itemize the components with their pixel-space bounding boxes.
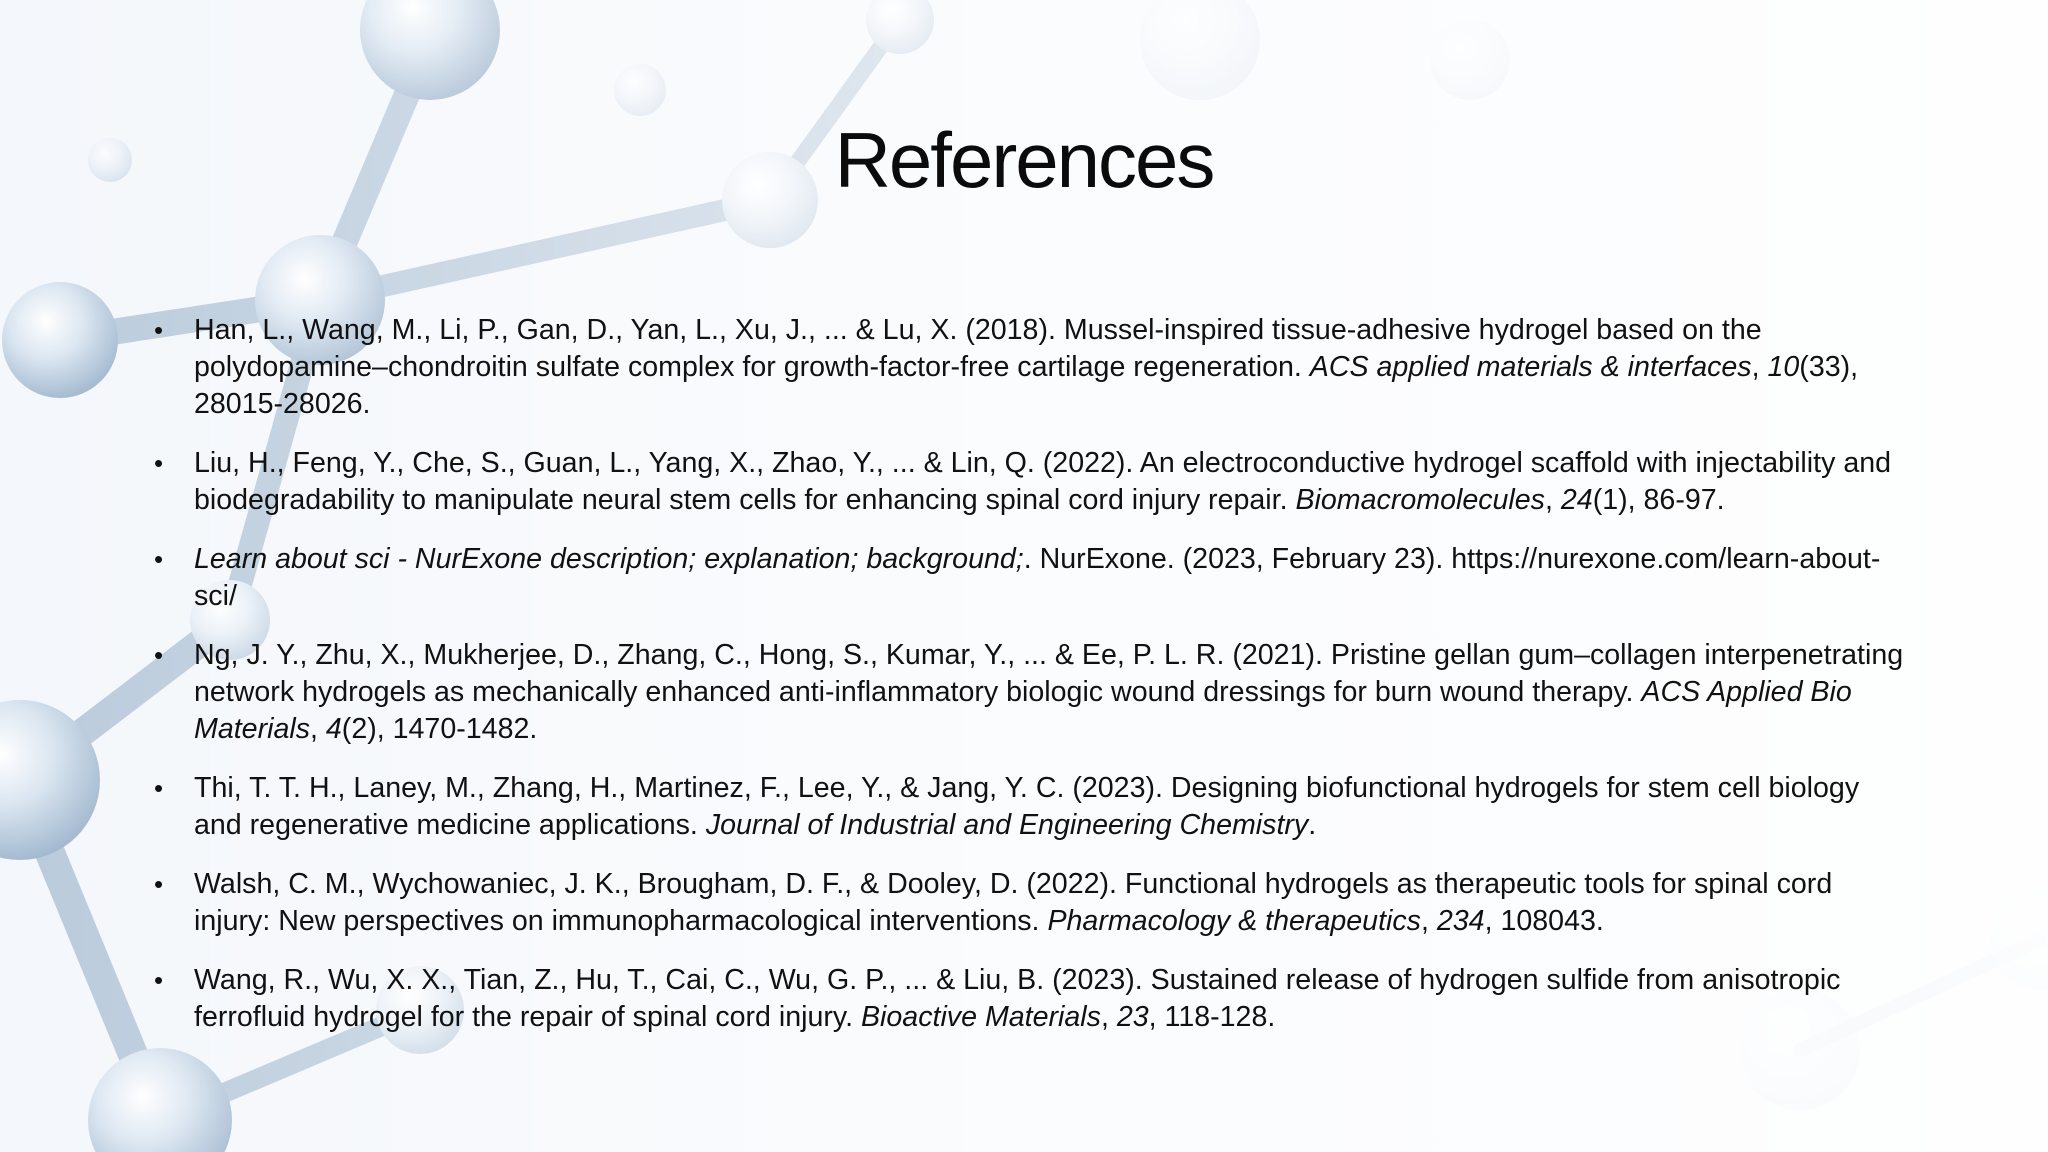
reference-italic-text: 24 [1560,484,1593,516]
reference-text: , 118-128. [1148,1001,1276,1033]
reference-italic-text: 234 [1436,905,1485,937]
reference-text: Thi, T. T. H., Laney, M., Zhang, H., Martinez, F., Lee, Y., & Jang, Y. C. (2023). Designing biofunctional hydrogels for stem cell biology and regenerative medicine applications. [194,772,1860,841]
reference-text: , 108043. [1484,905,1604,937]
reference-italic-text: ACS applied materials & interfaces [1309,351,1752,383]
reference-text: Liu, H., Feng, Y., Che, S., Guan, L., Yang, X., Zhao, Y., ... & Lin, Q. (2022). An electroconductive hydrogel scaffold with injectability and biodegradability to manipulate neural stem cells for enhancing spinal cord injury repair. [194,447,1892,516]
reference-text: , [310,713,326,745]
reference-item [154,770,1914,844]
bullet-icon: • [154,544,164,574]
reference-item [154,541,1914,615]
reference-item [154,866,1914,940]
reference-italic-text: 23 [1116,1001,1149,1033]
bullet-icon: • [154,640,164,670]
reference-item [154,637,1914,748]
reference-text: Han, L., Wang, M., Li, P., Gan, D., Yan, L., Xu, J., ... & Lu, X. (2018). Mussel-inspired tissue-adhesive hydrogel based on the polydopamine–chondroitin sulfate complex for growth-factor-free cartilage regeneration. [194,314,1762,383]
reference-italic-text: Learn about sci - NurExone description; explanation; background; [194,543,1024,575]
reference-text: Ng, J. Y., Zhu, X., Mukherjee, D., Zhang, C., Hong, S., Kumar, Y., ... & Ee, P. L. R. (2021). Pristine gellan gum–collagen interpenetrating network hydrogels as mechanically enhanced anti-inflammatory biologic wound dressings for burn wound therapy. [194,639,1904,708]
reference-text: . NurExone. (2023, February 23). https://nurexone.com/learn-about-sci/ [194,543,1881,612]
bullet-icon: • [154,315,164,345]
reference-italic-text: Journal of Industrial and Engineering Chemistry [705,809,1309,841]
reference-italic-text: Biomacromolecules [1295,484,1545,516]
bullet-icon: • [154,448,164,478]
reference-italic-text: 10 [1767,351,1800,383]
reference-text: , [1100,1001,1117,1033]
reference-italic-text: Bioactive Materials [860,1001,1101,1033]
reference-text: (1), 86-97. [1592,484,1725,516]
bullet-icon: • [154,965,164,995]
reference-italic-text: ACS Applied Bio Materials [194,676,1852,745]
reference-item [154,312,1914,423]
reference-text: Wang, R., Wu, X. X., Tian, Z., Hu, T., Cai, C., Wu, G. P., ... & Liu, B. (2023). Sustained release of hydrogen sulfide from anisotropic ferrofluid hydrogel for the repair of spinal cord injury. [194,964,1841,1033]
reference-text: , [1751,351,1768,383]
slide-title: References [834,116,1214,204]
reference-text: , [1420,905,1437,937]
bullet-icon: • [154,773,164,803]
reference-italic-text: Pharmacology & therapeutics [1047,905,1421,937]
reference-list [154,312,1914,1058]
reference-item [154,962,1914,1036]
reference-text: (2), 1470-1482. [341,713,538,745]
bullet-icon: • [154,869,164,899]
reference-item [154,445,1914,519]
reference-text: Walsh, C. M., Wychowaniec, J. K., Brougham, D. F., & Dooley, D. (2022). Functional hydrogels as therapeutic tools for spinal cord injury: New perspectives on immunopharmacological interventions. [194,868,1833,937]
reference-italic-text: 4 [325,713,342,745]
reference-text: , [1544,484,1561,516]
reference-text: (33), 28015-28026. [194,351,1859,420]
reference-text: . [1308,809,1317,841]
